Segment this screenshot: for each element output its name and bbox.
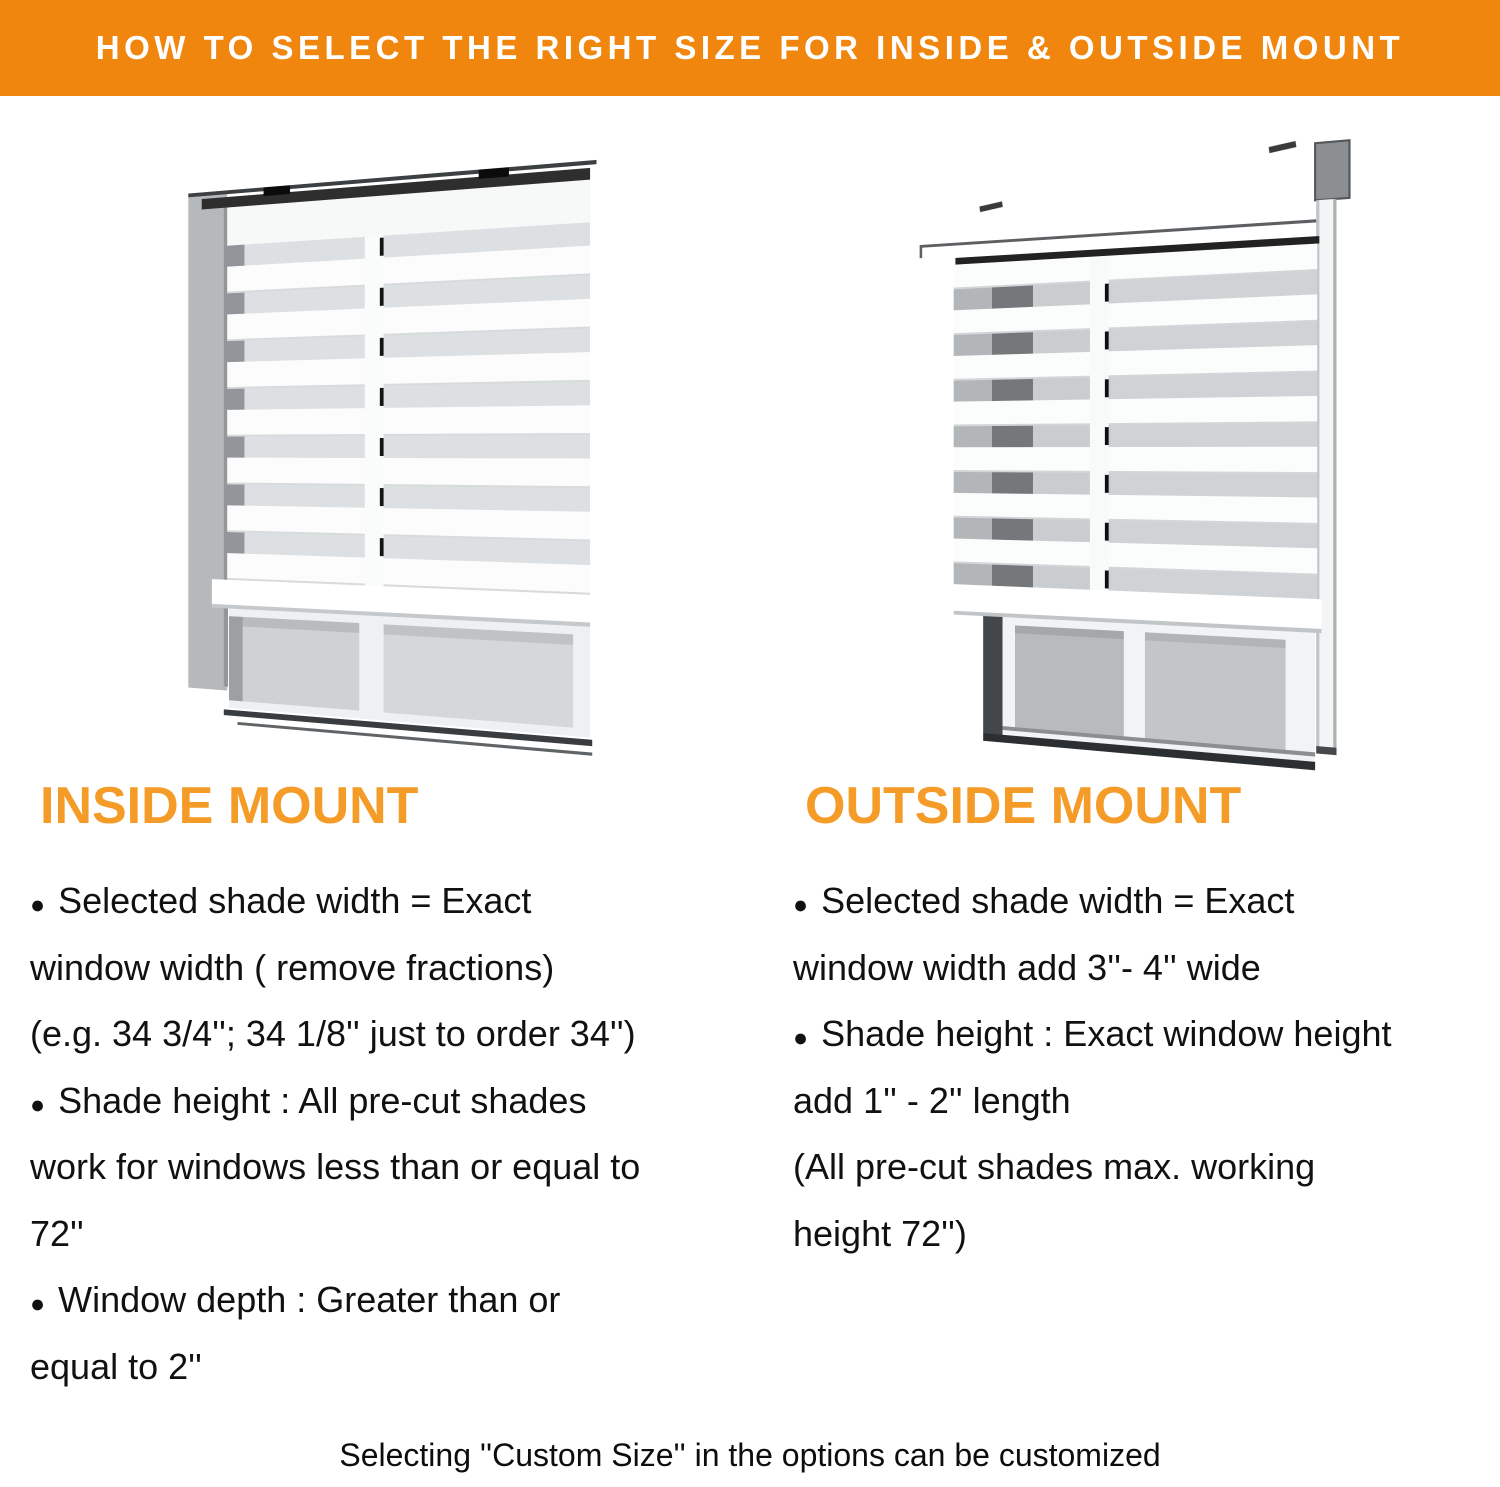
instruction-text: window width ( remove fractions) [30, 946, 555, 988]
instruction-line [30, 1003, 740, 1070]
title-banner [0, 0, 1500, 96]
instruction-text: Selected shade width = Exact [58, 880, 532, 921]
instruction-text: Shade height : All pre-cut shades [58, 1079, 587, 1121]
inside-mount-illustration [152, 152, 602, 747]
inside-mount-window-drawing [178, 132, 603, 768]
instruction-line [30, 1269, 740, 1336]
instruction-text: height 72'') [793, 1212, 967, 1254]
outside-mount-window-drawing [913, 120, 1357, 783]
instruction-line [30, 1203, 740, 1270]
instruction-text: Shade height : Exact window height [821, 1013, 1392, 1054]
instruction-text: (All pre-cut shades max. working [793, 1146, 1316, 1187]
instruction-line [793, 870, 1500, 937]
bullet-icon: ● [793, 1024, 809, 1052]
shade-center-seam [1090, 256, 1109, 591]
instruction-line [30, 1136, 740, 1203]
instruction-line [30, 1070, 740, 1137]
instruction-text: equal to 2'' [30, 1345, 202, 1387]
instruction-line [793, 1136, 1500, 1203]
outside-mount-instructions [793, 870, 1500, 1269]
instruction-text: add 1'' - 2'' length [793, 1079, 1071, 1121]
zebra-stripes [227, 222, 590, 595]
bullet-icon: ● [793, 891, 809, 919]
instruction-line [793, 1070, 1500, 1137]
bullet-icon: ● [30, 1090, 46, 1119]
instruction-line [793, 1203, 1500, 1270]
shade-center-seam [365, 236, 384, 587]
custom-size-note: Selecting ''Custom Size'' in the options can be customized [339, 1437, 1161, 1473]
instruction-line [793, 1003, 1500, 1070]
outside-mount-heading: OUTSIDE MOUNT [805, 777, 1242, 835]
bullet-icon: ● [30, 891, 46, 919]
side-channel [1316, 199, 1336, 755]
inside-mount-heading: INSIDE MOUNT [40, 777, 419, 835]
page-title: HOW TO SELECT THE RIGHT SIZE FOR INSIDE & OUTSIDE MOUNT [95, 29, 1405, 66]
instruction-text: Window depth : Greater than or [58, 1279, 561, 1320]
instruction-line [30, 1336, 740, 1403]
instruction-text: window width add 3''- 4'' wide [793, 946, 1261, 988]
bullet-icon: ● [30, 1290, 46, 1318]
instruction-text: (e.g. 34 3/4''; 34 1/8'' just to order 34'') [30, 1013, 636, 1054]
inside-mount-instructions [30, 870, 740, 1402]
instruction-line [30, 937, 740, 1004]
outside-mount-illustration [888, 142, 1353, 762]
instruction-text: work for windows less than or equal to [30, 1146, 641, 1187]
instruction-line [793, 937, 1500, 1004]
zebra-stripes [954, 244, 1318, 600]
instruction-text: Selected shade width = Exact [821, 880, 1295, 921]
instruction-line [30, 870, 740, 937]
instruction-text: 72'' [30, 1212, 84, 1254]
